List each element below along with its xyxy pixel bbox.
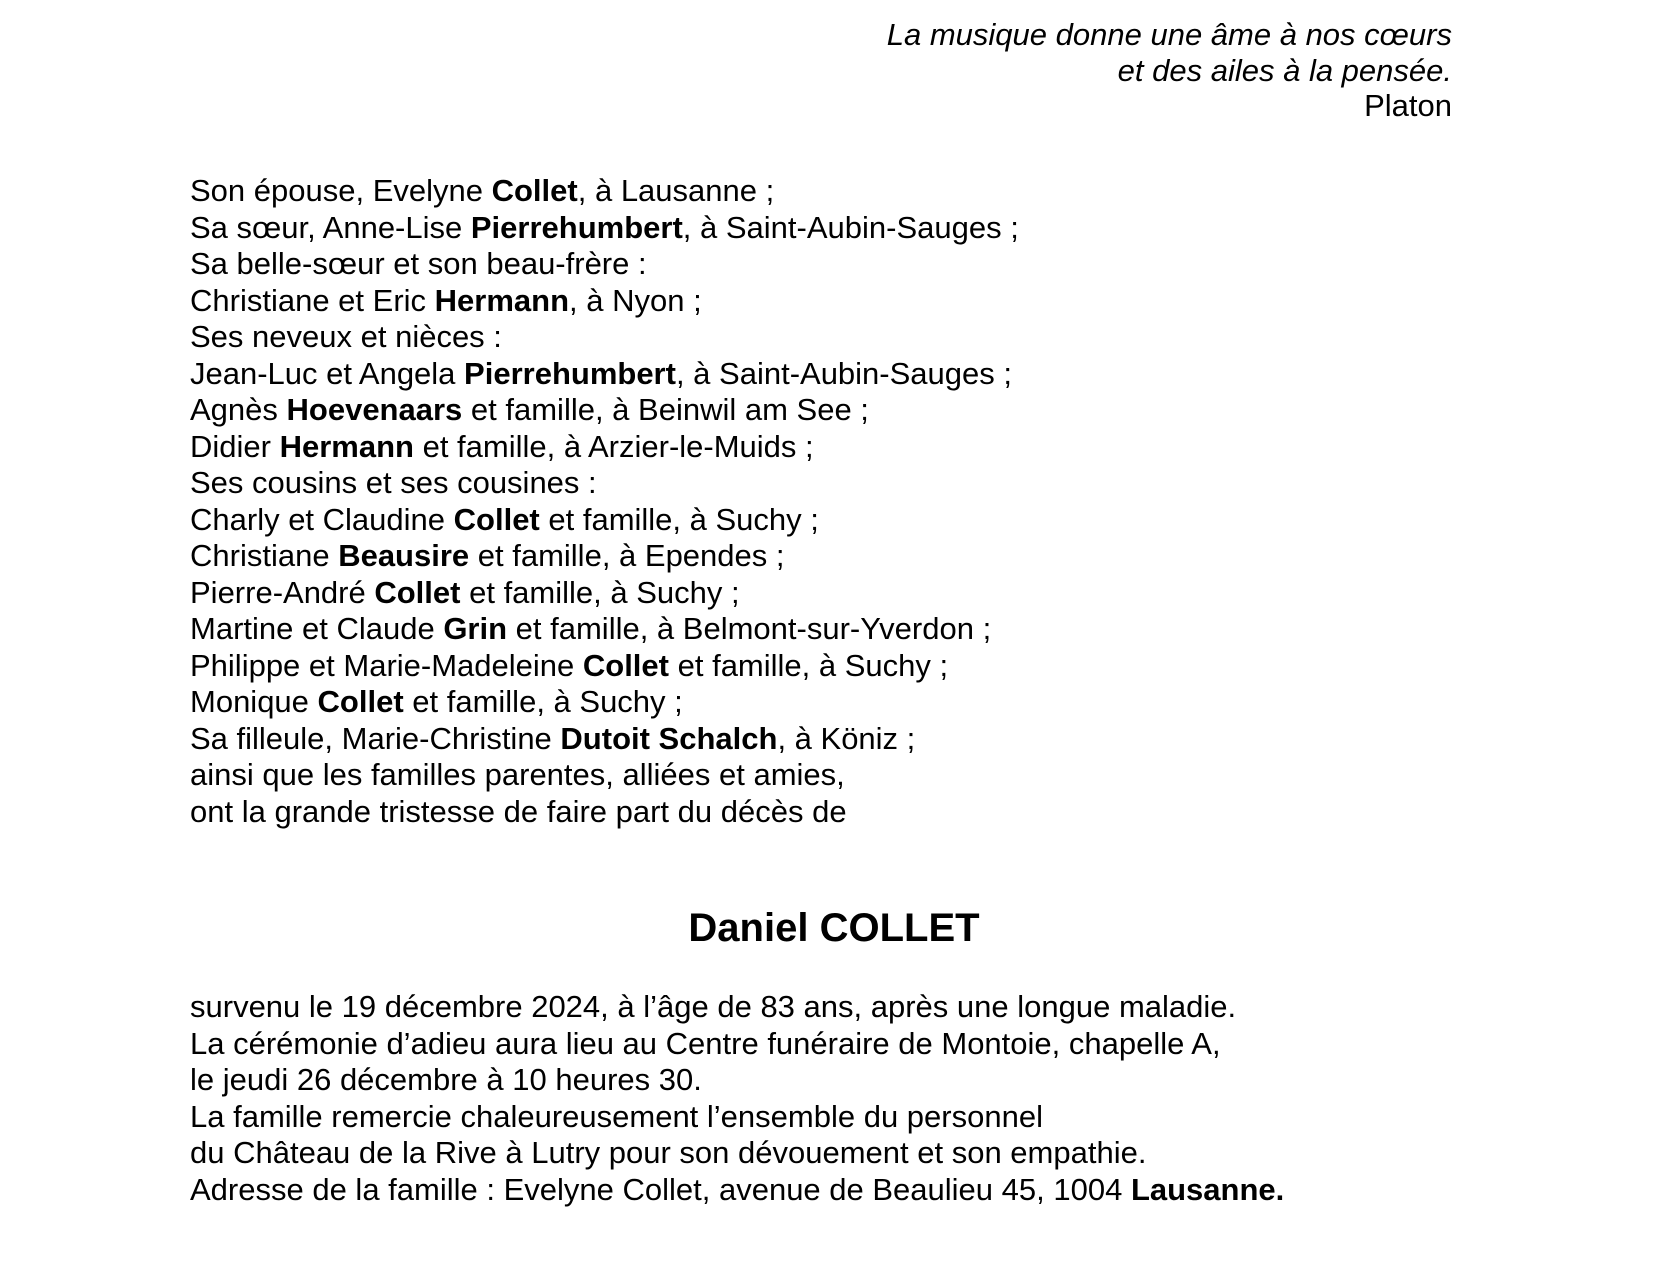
text-line: Sa sœur, Anne-Lise Pierrehumbert, à Saint-Aubin-Sauges ;: [190, 209, 1019, 245]
text-line: Sa belle-sœur et son beau-frère :: [190, 246, 647, 281]
epigraph-attribution: Platon: [1364, 88, 1452, 123]
text-line: Sa filleule, Marie-Christine Dutoit Schalch, à Köniz ;: [190, 720, 916, 756]
text-line: Adresse de la famille : Evelyne Collet, avenue de Beaulieu 45, 1004 Lausanne.: [190, 1171, 1285, 1207]
text-line: Christiane et Eric Hermann, à Nyon ;: [190, 282, 702, 318]
text-line: Ses neveux et nièces :: [190, 319, 502, 354]
epigraph-quote: [887, 17, 1452, 88]
text-line: Charly et Claudine Collet et famille, à Suchy ;: [190, 501, 819, 537]
text-line: La famille remercie chaleureusement l’ensemble du personnel: [190, 1098, 1043, 1134]
text-line: Martine et Claude Grin et famille, à Belmont-sur-Yverdon ;: [190, 611, 992, 646]
text-line: Pierre-André Collet et famille, à Suchy ;: [190, 574, 740, 610]
text-line: Monique Collet et famille, à Suchy ;: [190, 684, 683, 719]
text-line: La musique donne une âme à nos cœurs: [886, 17, 1452, 52]
text-line: Philippe et Marie-Madeleine Collet et famille, à Suchy ;: [190, 647, 949, 683]
family-list: [190, 173, 1019, 830]
text-line: Agnès Hoevenaars et famille, à Beinwil am See ;: [190, 392, 869, 427]
text-line: Didier Hermann et famille, à Arzier-le-Muids ;: [190, 428, 814, 464]
text-line: ont la grande tristesse de faire part du décès de: [190, 793, 847, 829]
text-line: le jeudi 26 décembre à 10 heures 30.: [190, 1062, 702, 1097]
text-line: ainsi que les familles parentes, alliées et amies,: [190, 757, 845, 792]
text-line: La cérémonie d’adieu aura lieu au Centre funéraire de Montoie, chapelle A,: [190, 1025, 1221, 1061]
text-line: du Château de la Rive à Lutry pour son dévouement et son empathie.: [190, 1135, 1147, 1170]
deceased-name: Daniel COLLET: [688, 906, 980, 950]
text-line: Ses cousins et ses cousines :: [190, 465, 597, 500]
text-line: et des ailes à la pensée.: [1117, 52, 1452, 88]
epigraph: [887, 17, 1452, 124]
funeral-details: [190, 989, 1284, 1208]
text-line: survenu le 19 décembre 2024, à l’âge de 83 ans, après une longue maladie.: [190, 989, 1237, 1024]
text-line: Christiane Beausire et famille, à Ependes ;: [190, 538, 785, 573]
text-line: Jean-Luc et Angela Pierrehumbert, à Saint-Aubin-Sauges ;: [190, 355, 1012, 391]
text-line: Son épouse, Evelyne Collet, à Lausanne ;: [190, 173, 775, 208]
